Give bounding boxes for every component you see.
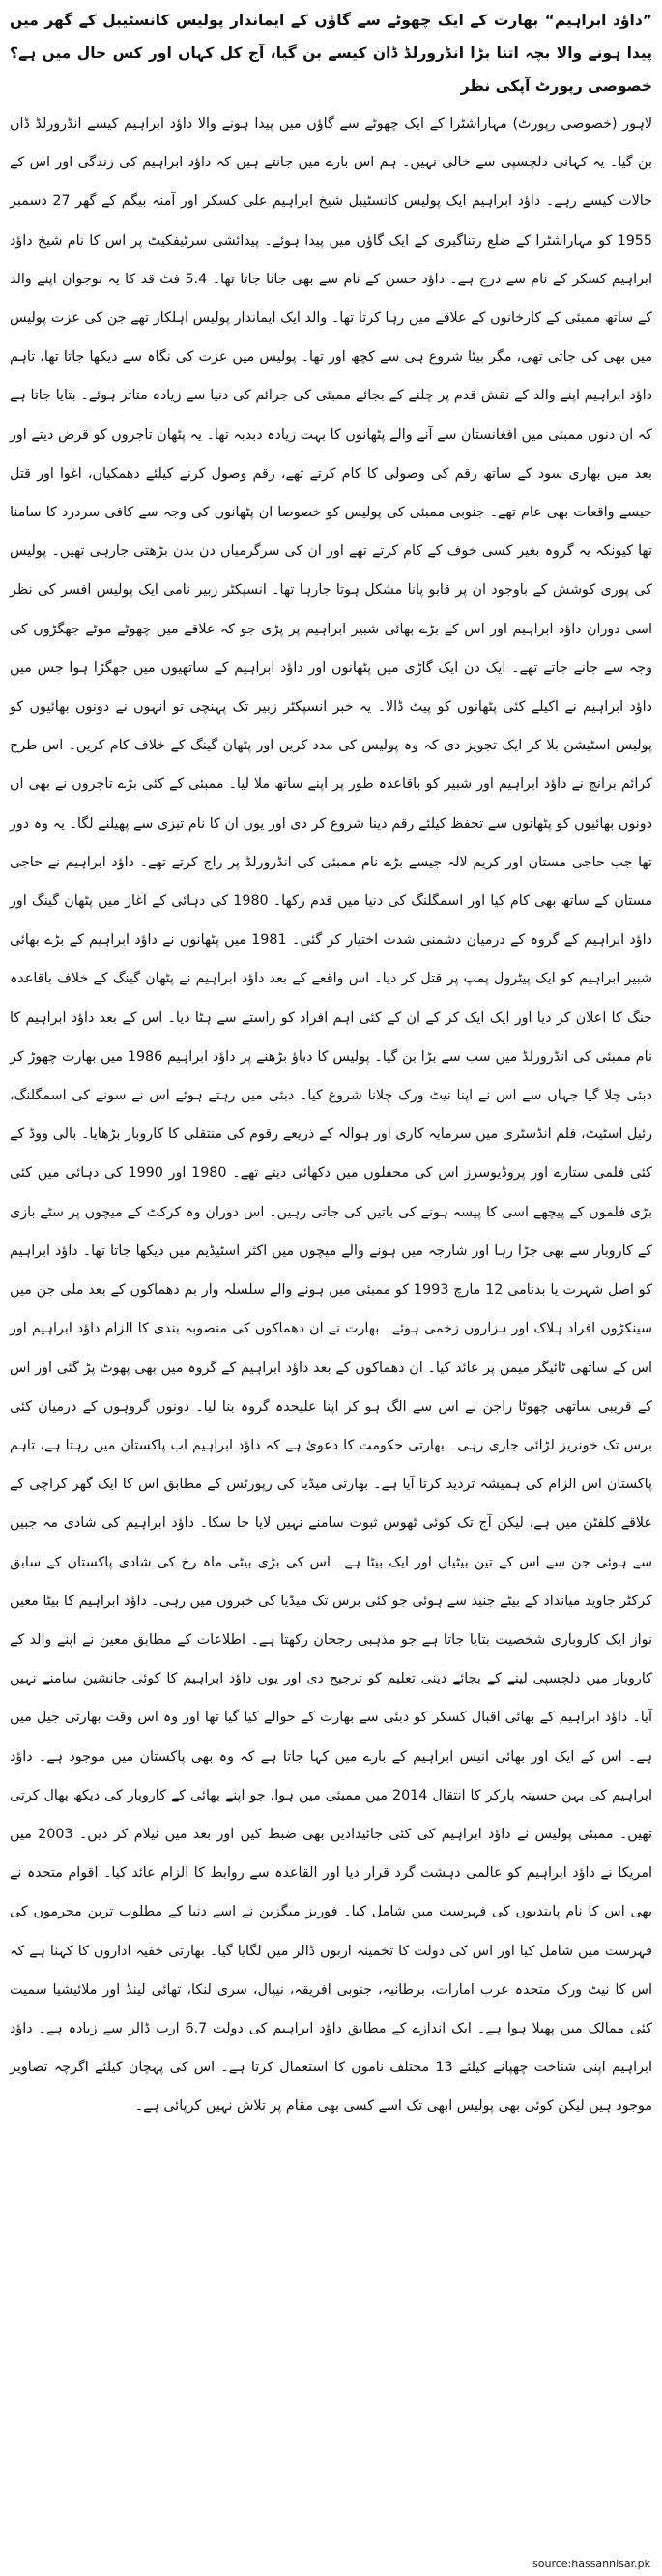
article bbox=[10, 4, 652, 2126]
source-credit: source:hassannisar.pk bbox=[532, 2558, 650, 2570]
article-body: لاہور (خصوصی رپورٹ) مہاراشٹرا کے ایک چھوٹے سے گاؤں میں پیدا ہونے والا داؤد ابراہیم کیسے انڈرورلڈ ڈان بن گیا۔ یہ کہانی دلچسپی سے خالی نہیں۔ ہم اس بارے میں جانتے ہیں کہ داؤد ابراہیم کی زندگی اور اس کے حالات کیسے رہے۔ داؤد ابراہیم ایک پولیس کانسٹیبل شیخ ابراہیم علی کسکر اور آمنہ بیگم کے گھر 27 دسمبر 1955 کو مہاراشٹرا کے ضلع رتناگیری کے ایک گاؤں میں پیدا ہوئے۔ پیدائشی سرٹیفکیٹ پر اس کا نام شیخ داؤد ابراہیم کسکر کے نام سے درج ہے۔ داؤد حسن کے نام سے بھی جانا جاتا تھا۔ 5.4 فٹ قد کا یہ نوجوان اپنے والد کے ساتھ ممبئی کے کارخانوں کے علاقے میں رہا کرتا تھا۔ والد ایک ایماندار پولیس اہلکار تھے جن کی عزت پولیس میں بھی کی جاتی تھی، مگر بیٹا شروع ہی سے کچھ اور تھا۔ پولیس میں عزت کی نگاہ سے دیکھا جاتا تھا، تاہم داؤد ابراہیم اپنے والد کے نقش قدم پر چلنے کے بجائے ممبئی کی جرائم کی دنیا سے زیادہ متاثر ہوئے۔ بتایا جاتا ہے کہ ان دنوں ممبئی میں افغانستان سے آنے والے پٹھانوں کا بہت زیادہ دبدبہ تھا۔ یہ پٹھان تاجروں کو قرض دیتے اور بعد میں بھاری سود کے ساتھ رقم کی وصولی کا کام کرتے تھے، رقم وصول کرنے کیلئے دھمکیاں، اغوا اور قتل جیسے واقعات بھی عام تھے۔ جنوبی ممبئی کی پولیس کو خصوصا ان پٹھانوں کی وجہ سے کافی سردرد کا سامنا تھا کیونکہ یہ گروہ بغیر کسی خوف کے کام کرتے تھے اور ان کی سرگرمیاں دن بدن بڑھتی جارہی تھیں۔ پولیس کی پوری کوشش کے باوجود ان پر قابو پانا مشکل ہوتا جارہا تھا۔ انسپکٹر زبیر نامی ایک پولیس افسر کی نظر اسی دوران داؤد ابراہیم اور اس کے بڑے بھائی شبیر ابراہیم پر پڑی جو کہ علاقے میں چھوٹے موٹے جھگڑوں کی وجہ سے جانے جاتے تھے۔ ایک دن ایک گاڑی میں پٹھانوں اور داؤد ابراہیم کے ساتھیوں میں جھگڑا ہوا جس میں داؤد ابراہیم نے اکیلے کئی پٹھانوں کو پیٹ ڈالا۔ یہ خبر انسپکٹر زبیر تک پہنچی تو انہوں نے دونوں بھائیوں کو پولیس اسٹیشن بلا کر ایک تجویز دی کہ وہ پولیس کی مدد کریں اور پٹھان گینگ کے خلاف کام کریں۔ اس طرح کرائم برانچ نے داؤد ابراہیم اور شبیر کو باقاعدہ طور پر اپنے ساتھ ملا لیا۔ ممبئی کے کئی بڑے تاجروں نے بھی ان دونوں بھائیوں کو پٹھانوں سے تحفظ کیلئے رقم دینا شروع کر دی اور یوں ان کا نام تیزی سے پھیلنے لگا۔ یہ وہ دور تھا جب حاجی مستان اور کریم لالہ جیسے بڑے نام ممبئی کی انڈرورلڈ پر راج کرتے تھے۔ داؤد ابراہیم نے حاجی مستان کے ساتھ بھی کام کیا اور اسمگلنگ کی دنیا میں قدم رکھا۔ 1980 کی دہائی کے آغاز میں پٹھان گینگ اور داؤد ابراہیم کے گروہ کے درمیان دشمنی شدت اختیار کر گئی۔ 1981 میں پٹھانوں نے داؤد ابراہیم کے بڑے بھائی شبیر ابراہیم کو ایک پیٹرول پمپ پر قتل کر دیا۔ اس واقعے کے بعد داؤد ابراہیم نے پٹھان گینگ کے خلاف باقاعدہ جنگ کا اعلان کر دیا اور ایک ایک کر کے ان کے کئی اہم افراد کو راستے سے ہٹا دیا۔ اس کے بعد داؤد ابراہیم کا نام ممبئی کی انڈرورلڈ میں سب سے بڑا بن گیا۔ پولیس کا دباؤ بڑھنے پر داؤد ابراہیم 1986 میں بھارت چھوڑ کر دبئی چلا گیا جہاں سے اس نے اپنا نیٹ ورک چلانا شروع کیا۔ دبئی میں رہتے ہوئے اس نے سونے کی اسمگلنگ، رئیل اسٹیٹ، فلم انڈسٹری میں سرمایہ کاری اور ہوالہ کے ذریعے رقوم کی منتقلی کا کاروبار بڑھایا۔ بالی ووڈ کے کئی فلمی ستارے اور پروڈیوسرز اس کی محفلوں میں دکھائی دیتے تھے۔ 1980 اور 1990 کی دہائی میں کئی بڑی فلموں کے پیچھے اسی کا پیسہ ہونے کی باتیں کی جاتی رہیں۔ اس دوران وہ کرکٹ کے میچوں پر سٹے بازی کے کاروبار سے بھی جڑا رہا اور شارجہ میں ہونے والے میچوں میں اکثر اسٹیڈیم میں دیکھا جاتا تھا۔ داؤد ابراہیم کو اصل شہرت یا بدنامی 12 مارچ 1993 کو ممبئی میں ہونے والے سلسلہ وار بم دھماکوں کے بعد ملی جن میں سینکڑوں افراد ہلاک اور ہزاروں زخمی ہوئے۔ بھارت نے ان دھماکوں کی منصوبہ بندی کا الزام داؤد ابراہیم اور اس کے ساتھی ٹائیگر میمن پر عائد کیا۔ ان دھماکوں کے بعد داؤد ابراہیم کے گروہ میں بھی پھوٹ پڑ گئی اور اس کے قریبی ساتھی چھوٹا راجن نے اس سے الگ ہو کر اپنا علیحدہ گروہ بنا لیا۔ دونوں گروہوں کے درمیان کئی برس تک خونریز لڑائی جاری رہی۔ بھارتی حکومت کا دعویٰ ہے کہ داؤد ابراہیم اب پاکستان میں رہتا ہے، تاہم پاکستان اس الزام کی ہمیشہ تردید کرتا آیا ہے۔ بھارتی میڈیا کی رپورٹس کے مطابق اس کا ایک گھر کراچی کے علاقے کلفٹن میں ہے، لیکن آج تک کوئی ٹھوس ثبوت سامنے نہیں لایا جا سکا۔ داؤد ابراہیم کی شادی مہ جبین سے ہوئی جن سے اس کے تین بیٹیاں اور ایک بیٹا ہے۔ اس کی بڑی بیٹی ماہ رخ کی شادی پاکستان کے سابق کرکٹر جاوید میانداد کے بیٹے جنید سے ہوئی جو کئی برس تک میڈیا کی خبروں میں رہی۔ داؤد ابراہیم کا بیٹا معین نواز ایک کاروباری شخصیت بتایا جاتا ہے جو مذہبی رجحان رکھتا ہے۔ اطلاعات کے مطابق معین نے اپنے والد کے کاروبار میں دلچسپی لینے کے بجائے دینی تعلیم کو ترجیح دی اور یوں داؤد ابراہیم کا کوئی جانشین سامنے نہیں آیا۔ داؤد ابراہیم کے بھائی اقبال کسکر کو دبئی سے بھارت کے حوالے کیا گیا تھا اور وہ اس وقت بھارتی جیل میں ہے۔ اس کے ایک اور بھائی انیس ابراہیم کے بارے میں کہا جاتا ہے کہ وہ بھی پاکستان میں موجود ہے۔ داؤد ابراہیم کی بہن حسینہ پارکر کا انتقال 2014 میں ممبئی میں ہوا، جو اپنے بھائی کے کاروبار کی دیکھ بھال کرتی تھیں۔ ممبئی پولیس نے داؤد ابراہیم کی کئی جائیدادیں بھی ضبط کیں اور بعد میں نیلام کر دیں۔ 2003 میں امریکا نے داؤد ابراہیم کو عالمی دہشت گرد قرار دیا اور القاعدہ سے روابط کا الزام عائد کیا۔ اقوام متحدہ نے بھی اس کا نام پابندیوں کی فہرست میں شامل کیا۔ فوربز میگزین نے اسے دنیا کے مطلوب ترین مجرموں کی فہرست میں شامل کیا اور اس کی دولت کا تخمینہ اربوں ڈالر میں لگایا گیا۔ بھارتی خفیہ اداروں کا کہنا ہے کہ اس کا نیٹ ورک متحدہ عرب امارات، برطانیہ، جنوبی افریقہ، نیپال، سری لنکا، تھائی لینڈ اور ملائیشیا سمیت کئی ممالک میں پھیلا ہوا ہے۔ ایک اندازے کے مطابق داؤد ابراہیم کی دولت 6.7 ارب ڈالر سے زیادہ ہے۔ داؤد ابراہیم اپنی شناخت چھپانے کیلئے 13 مختلف ناموں کا استعمال کرتا ہے۔ اس کی پہچان کیلئے اگرچہ تصاویر موجود ہیں لیکن کوئی بھی پولیس ابھی تک اسے کسی بھی مقام پر تلاش نہیں کرپائی ہے۔ bbox=[10, 116, 653, 2115]
article-headline: ”داؤد ابراہیم“ بھارت کے ایک چھوٹے سے گاؤں کے ایماندار پولیس کانسٹیبل کے گھر میں پیدا ہونے والا بچہ اتنا بڑا انڈرورلڈ ڈان کیسے بن گیا، آج کل کہاں اور کس حال میں ہے؟ خصوصی رپورٹ آپکی نظر bbox=[10, 12, 652, 95]
